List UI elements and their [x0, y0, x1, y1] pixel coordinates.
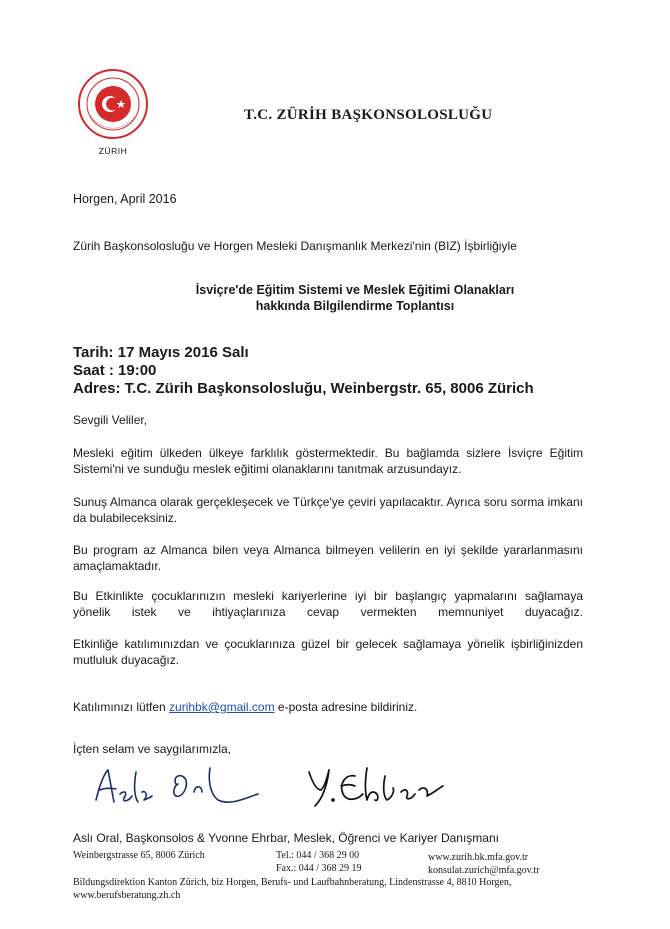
event-address: Adres: T.C. Zürih Başkonsolosluğu, Weinbergstr. 65, 8006 Zürich	[73, 380, 534, 397]
footer-tel: Tel.: 044 / 368 29 00	[276, 850, 360, 861]
registration-line	[73, 699, 417, 715]
paragraph-4: Bu Etkinlikte çocuklarınızın mesleki kariyerlerine iyi bir başlangıç yapmalarını sağlamaya yönelik istek ve ihtiyaçlarınıza cevap vermekten memnuniyet duyacağız.	[73, 589, 583, 619]
event-title	[140, 282, 570, 314]
registration-email-link[interactable]: zurihbk@gmail.com	[169, 700, 275, 714]
seal-emblem-icon	[77, 68, 149, 140]
paragraph-1: Mesleki eğitim ülkeden ülkeye farklılık göstermektedir. Bu bağlamda sizlere İsviçre Eğitim Sistemi'ni ve sunduğu meslek eğitimi olanaklarını tanıtmak arzusundayız.	[73, 446, 583, 476]
event-details	[73, 344, 534, 398]
signature-second-icon	[305, 762, 445, 810]
place-date: Horgen, April 2016	[73, 192, 177, 206]
registration-text-before: Katılımınızı lütfen	[73, 700, 170, 714]
footer-phone-block	[276, 849, 362, 875]
footer-biz-web[interactable]: www.berufsberatung.zh.ch	[73, 890, 181, 901]
footer-web-block	[428, 851, 540, 877]
signature-first-icon	[90, 762, 265, 810]
footer-biz-line1: Bildungsdirektion Kanton Zürich, biz Horgen, Berufs- und Laufbahnberatung, Lindenstrasse 4, 8810 Horgen,	[73, 877, 512, 888]
footer-biz	[73, 876, 613, 902]
seal-city: ZÜRIH	[98, 146, 128, 156]
registration-text-after: e-posta adresine bildiriniz.	[274, 700, 418, 714]
salutation: Sevgili Veliler,	[73, 413, 148, 427]
footer-web[interactable]: www.zurih.bk.mfa.gov.tr	[428, 852, 529, 863]
footer-email[interactable]: konsulat.zurich@mfa.gov.tr	[428, 865, 540, 876]
paragraph-5: Etkinliğe katılımınızdan ve çocuklarınıza güzel bir gelecek sağlamaya yönelik işbirliğinizden mutluluk duyacağız.	[73, 637, 583, 667]
signature-aslı-oral	[90, 762, 265, 810]
footer-fax: Fax.: 044 / 368 29 19	[276, 863, 362, 874]
signature-ehrbar	[305, 762, 445, 810]
event-time: Saat : 19:00	[73, 362, 157, 379]
signers-line: Aslı Oral, Başkonsolos & Yvonne Ehrbar, Meslek, Öğrenci ve Kariyer Danışmanı	[73, 831, 499, 845]
closing: İçten selam ve saygılarımızla,	[73, 742, 232, 756]
consulate-title: T.C. ZÜRİH BAŞKONSOLOSLUĞU	[244, 107, 493, 123]
event-title-line2: hakkında Bilgilendirme Toplantısı	[255, 299, 455, 313]
paragraph-3: Bu program az Almanca bilen veya Almanca bilmeyen velilerin en iyi şekilde yararlanmasını amaçlamaktadır.	[73, 543, 583, 573]
paragraph-2: Sunuş Almanca olarak gerçekleşecek ve Türkçe'ye çeviri yapılacaktır. Ayrıca soru sorma imkanı da bulabileceksiniz.	[73, 495, 583, 525]
consulate-seal	[77, 68, 149, 140]
footer-address: Weinbergstrasse 65, 8006 Zürich	[73, 850, 205, 861]
event-date: Tarih: 17 Mayıs 2016 Salı	[73, 344, 249, 361]
cooperation-line: Zürih Başkonsolosluğu ve Horgen Mesleki Danışmanlık Merkezi'nin (BIZ) İşbirliğiyle	[73, 239, 517, 253]
event-title-line1: İsviçre'de Eğitim Sistemi ve Meslek Eğitimi Olanakları	[195, 283, 515, 297]
